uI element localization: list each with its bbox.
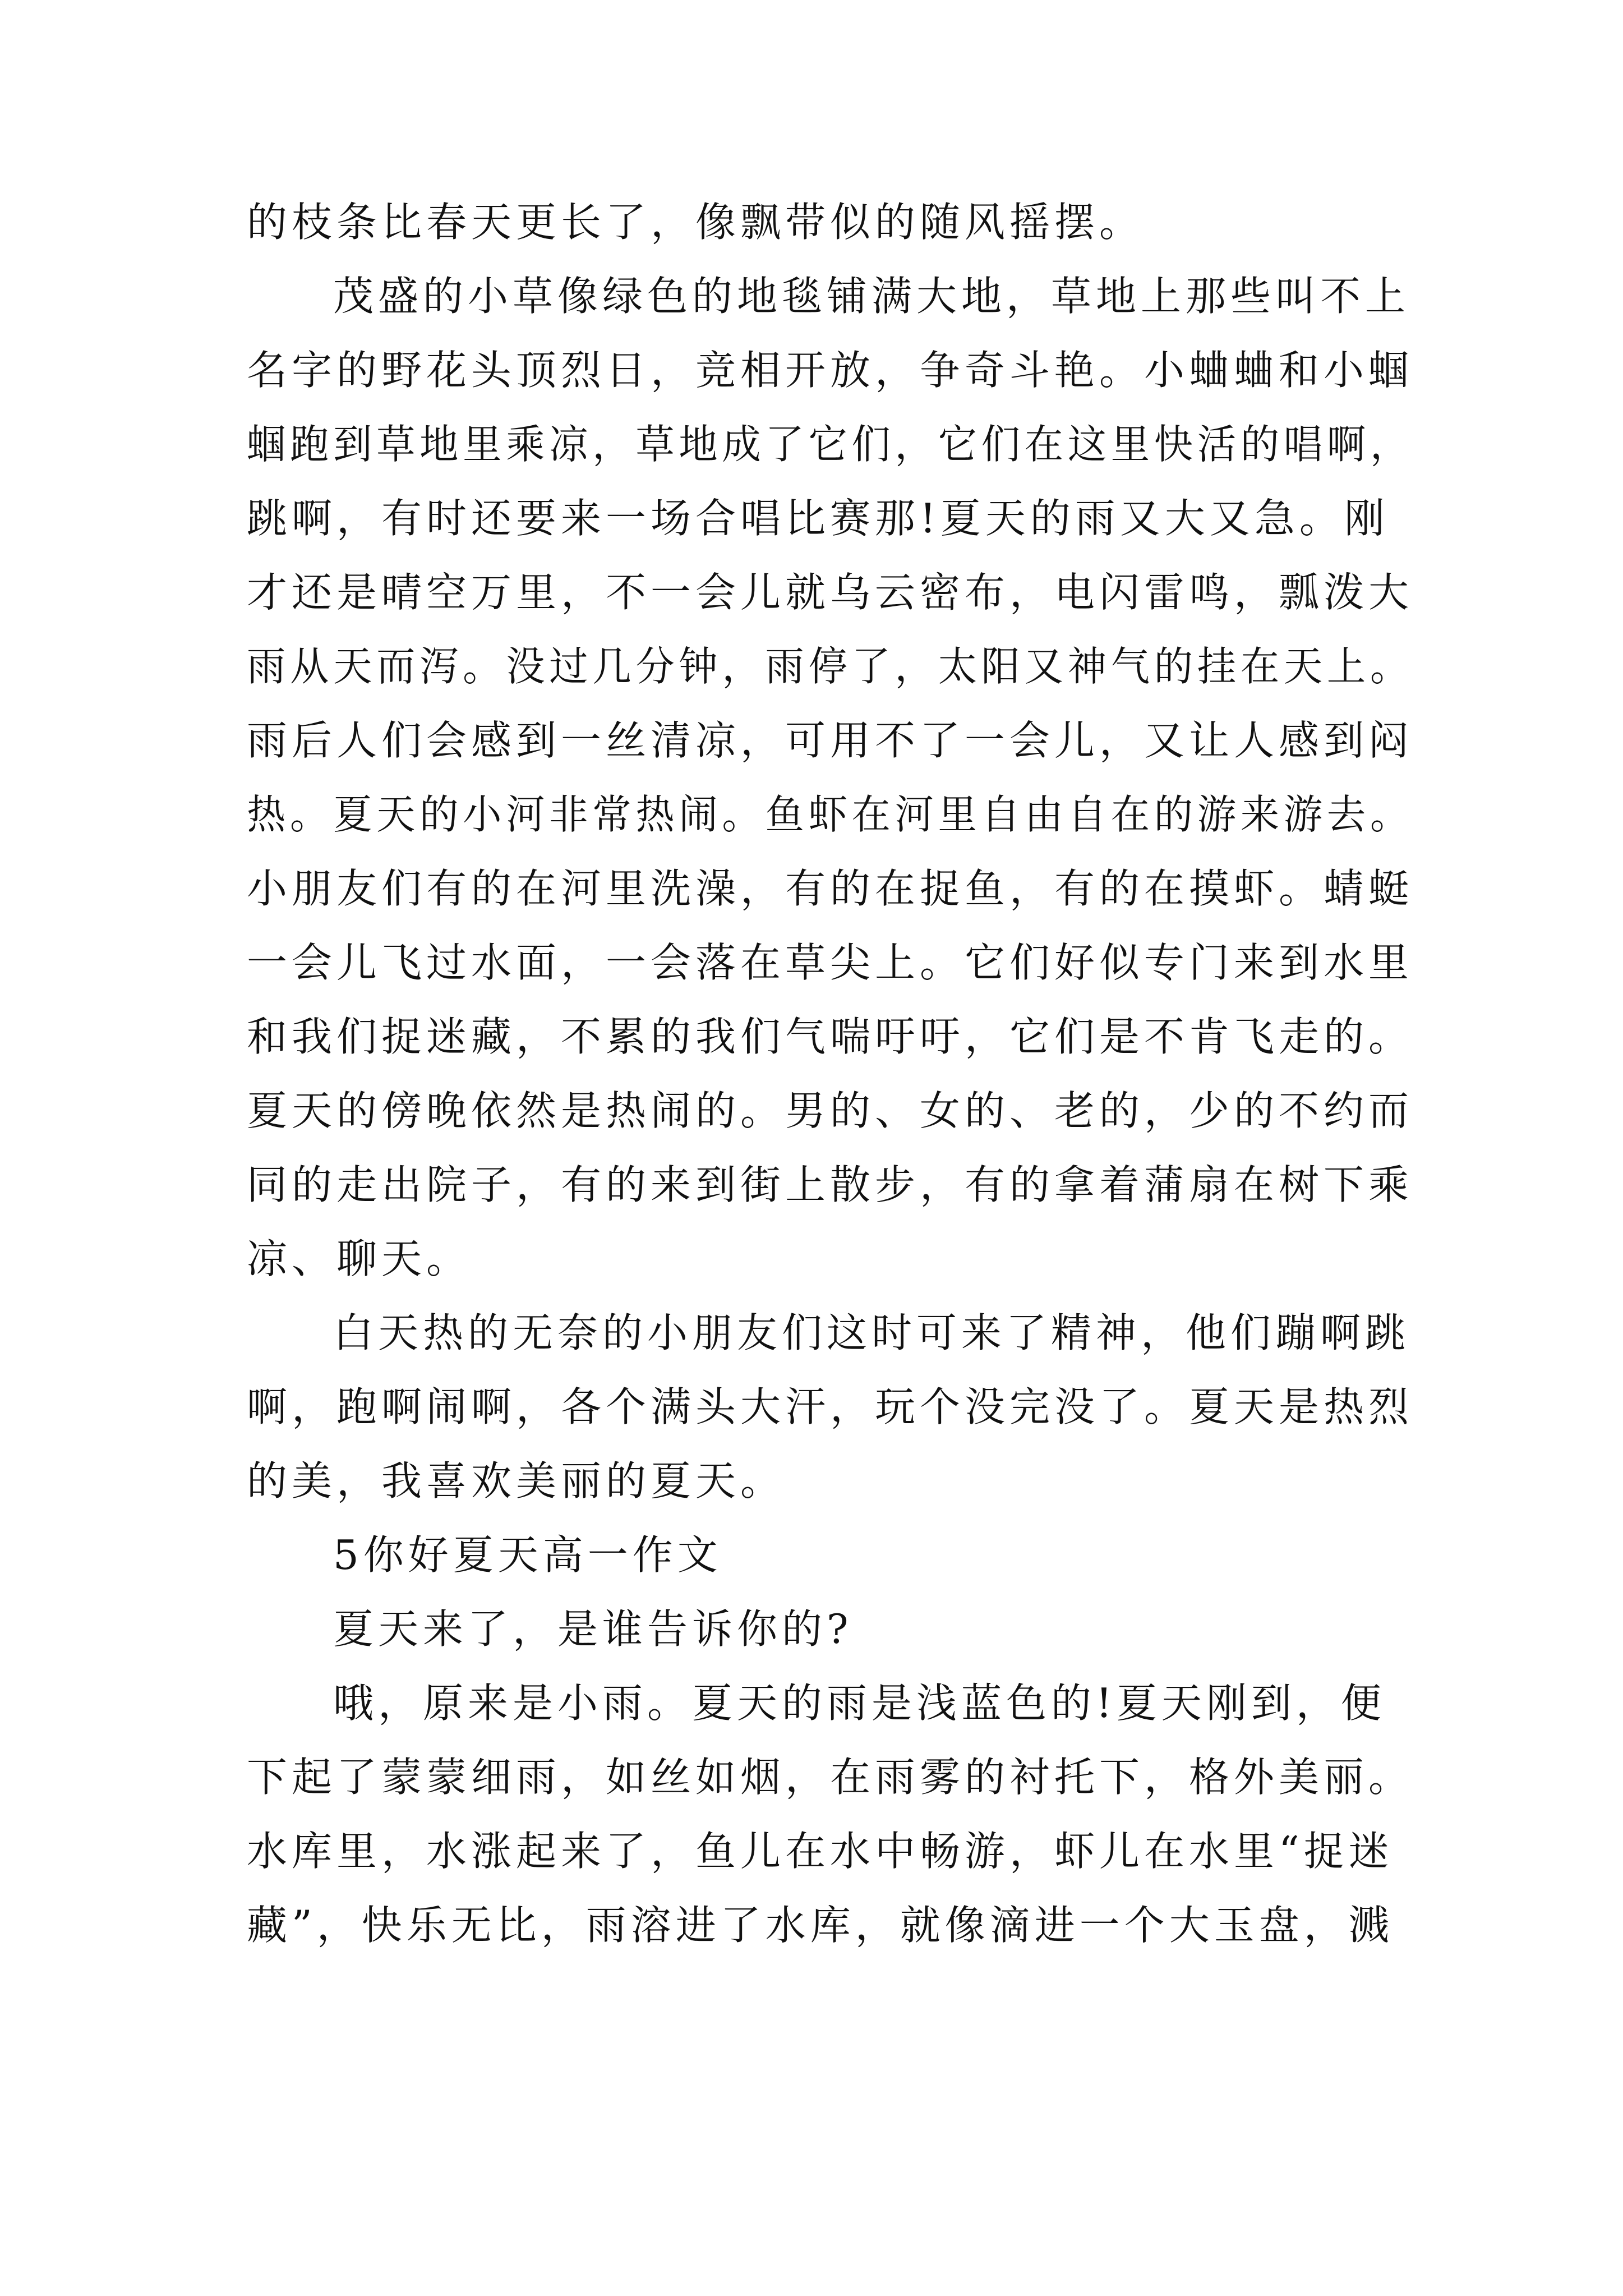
text-line: 雨后人们会感到一丝清凉，可用不了一会儿，又让人感到闷 xyxy=(247,717,1414,764)
text-line: 凉、聊天。 xyxy=(247,1235,472,1282)
text-line: 的枝条比春天更长了，像飘带似的随风摇摆。 xyxy=(247,199,1145,246)
text-line: 哦，原来是小雨。夏天的雨是浅蓝色的!夏天刚到，便 xyxy=(333,1680,1386,1727)
document-page xyxy=(247,185,1413,1962)
text-line: 才还是晴空万里，不一会儿就乌云密布，电闪雷鸣，瓢泼大 xyxy=(247,569,1414,616)
text-line: 白天热的无奈的小朋友们这时可来了精神，他们蹦啊跳 xyxy=(333,1309,1410,1356)
text-line: 小朋友们有的在河里洗澡，有的在捉鱼，有的在摸虾。蜻蜓 xyxy=(247,865,1414,912)
text-line: 夏天的傍晚依然是热闹的。男的、女的、老的，少的不约而 xyxy=(247,1087,1414,1134)
text-line: 雨从天而泻。没过几分钟，雨停了，太阳又神气的挂在天上。 xyxy=(247,643,1414,690)
text-line: 和我们捉迷藏，不累的我们气喘吁吁，它们是不肯飞走的。 xyxy=(247,1013,1414,1060)
text-line: 藏”，快乐无比，雨溶进了水库，就像滴进一个大玉盘，溅 xyxy=(247,1902,1394,1949)
text-line: 啊，跑啊闹啊，各个满头大汗，玩个没完没了。夏天是热烈 xyxy=(247,1383,1414,1430)
text-line: 名字的野花头顶烈日，竞相开放，争奇斗艳。小蛐蛐和小蝈 xyxy=(247,347,1414,394)
text-line: 蝈跑到草地里乘凉，草地成了它们，它们在这里快活的唱啊， xyxy=(247,421,1414,468)
text-line: 一会儿飞过水面，一会落在草尖上。它们好似专门来到水里 xyxy=(247,939,1414,986)
text-line: 茂盛的小草像绿色的地毯铺满大地，草地上那些叫不上 xyxy=(333,273,1410,320)
text-line: 夏天来了，是谁告诉你的? xyxy=(333,1605,853,1653)
text-line: 同的走出院子，有的来到街上散步，有的拿着蒲扇在树下乘 xyxy=(247,1161,1414,1208)
text-line: 跳啊，有时还要来一场合唱比赛那!夏天的雨又大又急。刚 xyxy=(247,495,1389,542)
text-line: 水库里，水涨起来了，鱼儿在水中畅游，虾儿在水里“捉迷 xyxy=(247,1828,1394,1875)
text-line: 热。夏天的小河非常热闹。鱼虾在河里自由自在的游来游去。 xyxy=(247,791,1414,838)
text-line: 下起了蒙蒙细雨，如丝如烟，在雨雾的衬托下，格外美丽。 xyxy=(247,1754,1414,1801)
text-line: 的美，我喜欢美丽的夏天。 xyxy=(247,1457,786,1504)
section-heading: 5你好夏天高一作文 xyxy=(333,1531,722,1579)
